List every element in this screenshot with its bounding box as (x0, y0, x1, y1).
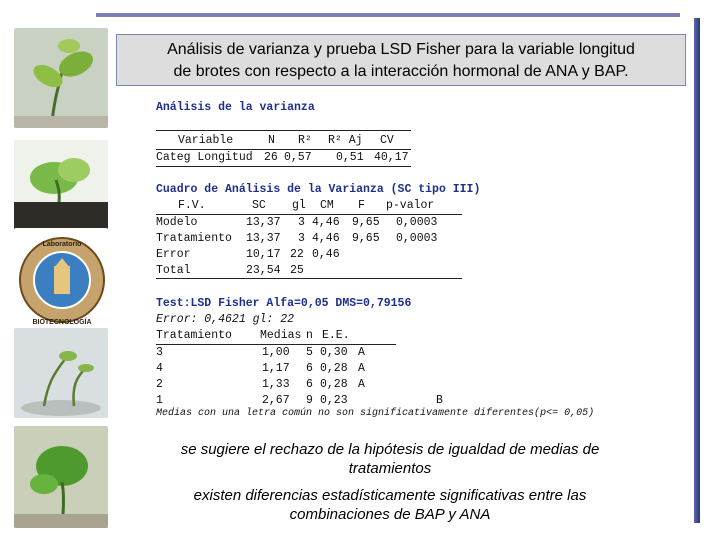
summary-cell-r2aj: 0,51 (336, 151, 364, 164)
anova-cell-gl: 25 (290, 264, 304, 277)
slide-title (117, 39, 685, 83)
conclusion-2-line-1: existen diferencias estadísticamente significativas entre las (193, 487, 587, 504)
lsd-cell-tratamiento: 3 (156, 346, 163, 359)
summary-rule-bottom (156, 166, 411, 167)
table-row (156, 231, 516, 247)
anova-cell-sc: 10,17 (246, 248, 281, 261)
anova-col-f: F (358, 199, 365, 212)
lsd-cell-medias: 1,17 (262, 362, 290, 375)
anova-cell-fv: Error (156, 248, 191, 261)
summary-cell-n: 26 (264, 151, 278, 164)
anova-cell-f: 9,65 (352, 232, 380, 245)
lsd-cell-n: 9 (306, 394, 313, 407)
lsd-header-row (156, 328, 516, 344)
lsd-col-n: n (306, 329, 313, 342)
anova-cell-pvalor: 0,0003 (396, 232, 438, 245)
lsd-cell-tratamiento: 1 (156, 394, 163, 407)
summary-col-r2: R² (298, 134, 312, 147)
plant-photo-3 (14, 328, 108, 418)
lsd-col-tratamiento: Tratamiento (156, 329, 232, 342)
lsd-cell-n: 5 (306, 346, 313, 359)
anova-col-pvalor: p-valor (386, 199, 435, 212)
biotech-logo (14, 228, 108, 333)
anova-cell-gl: 3 (298, 216, 305, 229)
lsd-cell-group-a: A (358, 378, 365, 391)
title-line-1: Análisis de varianza y prueba LSD Fisher para la variable longitud (167, 41, 635, 58)
anova-col-sc: SC (252, 199, 266, 212)
table-row (156, 377, 516, 393)
anova-cell-sc: 13,37 (246, 232, 281, 245)
summary-col-cv: CV (380, 134, 394, 147)
anova-cell-cm: 4,46 (312, 216, 340, 229)
anova-table-heading: Cuadro de Análisis de la Varianza (SC tipo III) (156, 183, 481, 196)
lsd-error-line: Error: 0,4621 gl: 22 (156, 313, 295, 326)
anova-col-gl: gl (292, 199, 306, 212)
lsd-cell-group-a: A (358, 362, 365, 375)
summary-cell-variable: Categ Longitud (156, 151, 253, 164)
photo-strip (14, 28, 108, 528)
lsd-cell-medias: 2,67 (262, 394, 290, 407)
anova-cell-gl: 3 (298, 232, 305, 245)
summary-cell-r2: 0,57 (284, 151, 312, 164)
table-row (156, 393, 516, 409)
conclusion-2 (120, 486, 660, 524)
anova-col-cm: CM (320, 199, 334, 212)
lsd-cell-ee: 0,30 (320, 346, 348, 359)
summary-col-n: N (268, 134, 275, 147)
lsd-col-ee: E.E. (322, 329, 350, 342)
conclusion-1-line-2: tratamientos (348, 460, 432, 477)
svg-text:Laboratorio: Laboratorio (42, 241, 82, 248)
table-row (156, 345, 516, 361)
lsd-cell-ee: 0,28 (320, 362, 348, 375)
anova-cell-cm: 4,46 (312, 232, 340, 245)
lsd-cell-medias: 1,33 (262, 378, 290, 391)
title-line-2: de brotes con respecto a la interacción hormonal de ANA y BAP. (173, 63, 629, 80)
summary-col-r2aj: R² Aj (328, 134, 363, 147)
lsd-cell-group-a: A (358, 346, 365, 359)
lsd-cell-group-b: B (436, 394, 443, 407)
table-row (156, 247, 516, 263)
anova-cell-f: 9,65 (352, 216, 380, 229)
anova-rule-bottom (156, 278, 462, 279)
anova-cell-fv: Modelo (156, 216, 198, 229)
summary-header-row (156, 133, 516, 149)
anova-summary-heading: Análisis de la varianza (156, 101, 315, 114)
anova-cell-fv: Total (156, 264, 191, 277)
table-row (156, 263, 516, 279)
anova-cell-fv: Tratamiento (156, 232, 232, 245)
plant-photo-1 (14, 28, 108, 128)
summary-data-row (156, 150, 516, 166)
anova-cell-gl: 22 (290, 248, 304, 261)
right-accent-bar (694, 18, 700, 523)
lsd-cell-ee: 0,23 (320, 394, 348, 407)
lsd-cell-medias: 1,00 (262, 346, 290, 359)
anova-cell-sc: 13,37 (246, 216, 281, 229)
lsd-col-medias: Medias (260, 329, 302, 342)
anova-col-fv: F.V. (178, 199, 206, 212)
lsd-cell-tratamiento: 4 (156, 362, 163, 375)
summary-rule-top (156, 130, 411, 131)
lsd-cell-ee: 0,28 (320, 378, 348, 391)
svg-text:BIOTECNOLOGÍA: BIOTECNOLOGÍA (32, 319, 92, 326)
table-row (156, 361, 516, 377)
anova-cell-pvalor: 0,0003 (396, 216, 438, 229)
lsd-cell-n: 6 (306, 362, 313, 375)
lsd-cell-tratamiento: 2 (156, 378, 163, 391)
conclusion-1 (120, 440, 660, 478)
anova-cell-sc: 23,54 (246, 264, 281, 277)
conclusion-1-line-1: se sugiere el rechazo de la hipótesis de igualdad de medias de (180, 441, 600, 458)
summary-col-variable: Variable (178, 134, 234, 147)
plant-photo-2 (14, 140, 108, 230)
stat-output (156, 100, 595, 420)
lsd-heading: Test:LSD Fisher Alfa=0,05 DMS=0,79156 (156, 297, 412, 310)
plant-photo-4 (14, 426, 108, 528)
anova-cell-cm: 0,46 (312, 248, 340, 261)
conclusion-2-line-2: combinaciones de BAP y ANA (289, 506, 491, 523)
anova-header-row (156, 198, 516, 214)
lsd-cell-n: 6 (306, 378, 313, 391)
summary-cell-cv: 40,17 (374, 151, 409, 164)
table-row (156, 215, 516, 231)
title-box (116, 34, 686, 86)
top-accent-bar (96, 13, 680, 17)
lsd-footnote: Medias con una letra común no son significativamente diferentes(p<= 0,05) (156, 408, 595, 419)
